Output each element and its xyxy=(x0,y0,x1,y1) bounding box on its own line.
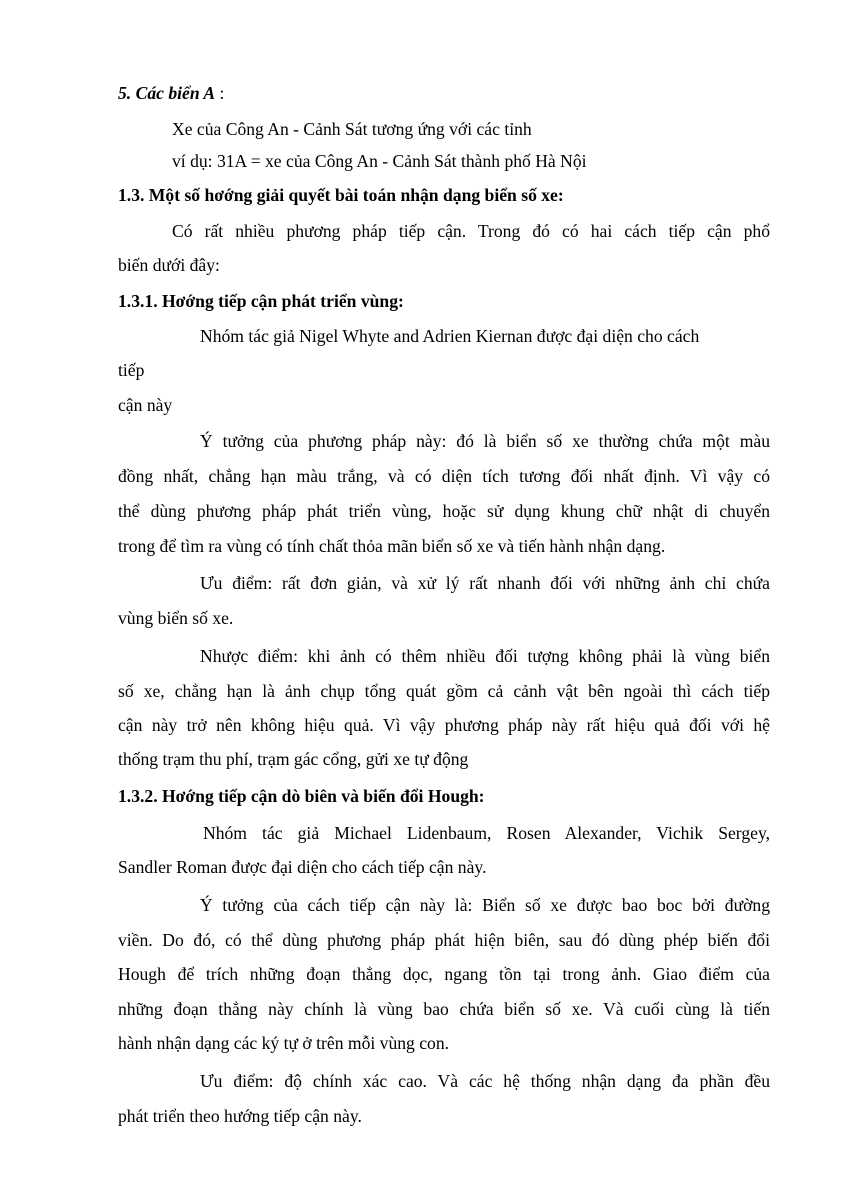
heading-1-3: 1.3. Một số hơớng giải quyết bài toán nhận dạng biển số xe: xyxy=(118,185,564,205)
para-a2-line-1: Ý tưởng của phương pháp này: đó là biển số xe thường chứa một màu xyxy=(200,431,770,451)
heading-1-3-2: 1.3.2. Hơớng tiếp cận dò biên và biến đổi Hough: xyxy=(118,786,485,806)
para-a4-line-4: thống trạm thu phí, trạm gác cổng, gửi xe tự động xyxy=(118,749,469,769)
para-a2-line-4: trong để tìm ra vùng có tính chất thỏa mãn biển số xe và tiến hành nhận dạng. xyxy=(118,536,666,556)
para-a2-line-3: thể dùng phương pháp phát triển vùng, hoặc sử dụng khung chữ nhật di chuyển xyxy=(118,501,770,521)
para-1-3-line-2: biến dưới đây: xyxy=(118,255,220,275)
para-a2-line-2: đồng nhất, chẳng hạn màu trắng, và có diện tích tương đối nhất định. Vì vậy có xyxy=(118,466,770,486)
para-a3-line-1: Ưu điểm: rất đơn giản, và xử lý rất nhanh đối với những ảnh chỉ chứa xyxy=(200,573,770,593)
para-b2-line-5: hành nhận dạng các ký tự ở trên mỗi vùng con. xyxy=(118,1033,450,1053)
para-1-3-line-1: Có rất nhiều phương pháp tiếp cận. Trong đó có hai cách tiếp cận phổ xyxy=(172,221,770,241)
heading-1-3-1: 1.3.1. Hơớng tiếp cận phát triển vùng: xyxy=(118,291,404,311)
para-b2-line-2: viền. Do đó, có thể dùng phương pháp phát hiện biên, sau đó dùng phép biến đổi xyxy=(118,930,770,950)
para-b3-line-1: Ưu điểm: độ chính xác cao. Và các hệ thống nhận dạng đa phần đều xyxy=(200,1071,770,1091)
section-5-line-2: ví dụ: 31A = xe của Công An - Cảnh Sát thành phố Hà Nội xyxy=(172,151,587,171)
para-b3-line-2: phát triển theo hướng tiếp cận này. xyxy=(118,1106,362,1126)
para-b2-line-1: Ý tưởng của cách tiếp cận này là: Biển số xe được bao boc bởi đường xyxy=(200,895,770,915)
para-a1-line-1: Nhóm tác giả Nigel Whyte and Adrien Kiernan được đại diện cho cách xyxy=(200,326,700,346)
para-b1-line-2: Sandler Roman được đại diện cho cách tiếp cận này. xyxy=(118,857,487,877)
section-5-line-1: Xe của Công An - Cảnh Sát tương ứng với các tỉnh xyxy=(172,119,532,139)
para-a4-line-2: số xe, chẳng hạn là ảnh chụp tổng quát gồm cả cảnh vật bên ngoài thì cách tiếp xyxy=(118,681,770,701)
para-b2-line-4: những đoạn thẳng này chính là vùng bao chứa biển số xe. Và cuối cùng là tiến xyxy=(118,999,770,1019)
para-b1-line-1: Nhóm tác giả Michael Lidenbaum, Rosen Alexander, Vichik Sergey, xyxy=(203,823,770,843)
section-5-title: 5. Các biển A xyxy=(118,83,216,103)
section-5-colon: : xyxy=(215,83,225,103)
para-a4-line-1: Nhược điểm: khi ảnh có thêm nhiều đối tượng không phải là vùng biển xyxy=(200,646,770,666)
para-a1-line-2: tiếp xyxy=(118,360,145,380)
para-a1-line-3: cận này xyxy=(118,395,173,415)
para-a4-line-3: cận này trở nên không hiệu quả. Vì vậy phương pháp này rất hiệu quả đối với hệ xyxy=(118,715,770,735)
section-5-heading xyxy=(118,82,224,104)
para-a3-line-2: vùng biển số xe. xyxy=(118,608,234,628)
para-b2-line-3: Hough để trích những đoạn thẳng dọc, ngang tồn tại trong ảnh. Giao điểm của xyxy=(118,964,770,984)
